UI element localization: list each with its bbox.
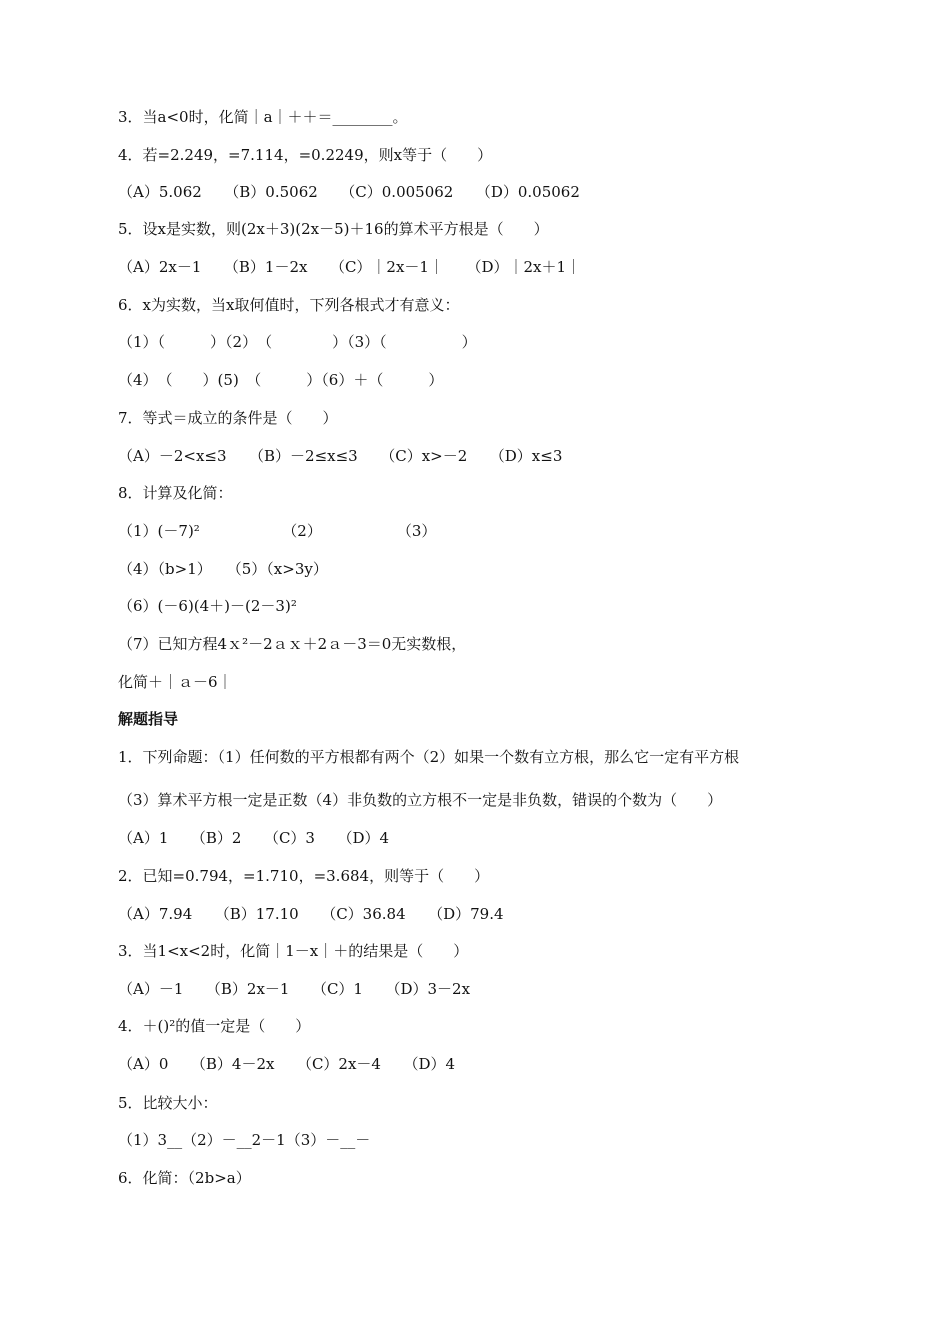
question-4-options: （A）5.062 （B）0.5062 （C）0.005062 （D）0.05062: [118, 183, 580, 201]
question-6-row-1: （1）（ ）（2） （ ）（3）（ ）: [118, 333, 477, 351]
guide-question-5-row: （1）3__（2）－__2－1（3）－__－: [118, 1131, 371, 1149]
question-8-row-3: （6）(－6)(4＋)－(2－3)²: [118, 597, 297, 615]
question-8-row-2: （4）（b>1） （5）（x>3y）: [118, 560, 328, 578]
guide-question-2-options: （A）7.94 （B）17.10 （C）36.84 （D）79.4: [118, 905, 504, 923]
guide-question-1-text: 1．下列命题：（1）任何数的平方根都有两个（2）如果一个数有立方根，那么它一定有平方根: [118, 748, 740, 766]
section-heading: 解题指导: [118, 710, 179, 728]
question-8-text: 8．计算及化简：: [118, 484, 233, 502]
question-3-text: 3．当a<0时，化简｜a｜＋＋＝________。: [118, 108, 408, 126]
guide-question-6-text: 6．化简：（2b>a）: [118, 1169, 251, 1187]
question-7-text: 7．等式＝成立的条件是（ ）: [118, 409, 338, 427]
guide-question-4-text: 4．＋()²的值一定是（ ）: [118, 1017, 311, 1035]
guide-question-3-options: （A）－1 （B）2x－1 （C）1 （D）3－2x: [118, 980, 471, 998]
question-6-row-2: （4） （ ）(5) （ ）（6）＋（ ）: [118, 371, 444, 389]
question-8-row-4: （7）已知方程4ｘ²－2ａｘ＋2ａ－3＝0无实数根，: [118, 635, 467, 653]
guide-question-4-options: （A）0 （B）4－2x （C）2x－4 （D）4: [118, 1055, 456, 1073]
guide-question-1-continued: （3）算术平方根一定是正数（4）非负数的立方根不一定是非负数，错误的个数为（ ）: [118, 791, 723, 809]
question-7-options: （A）－2<x≤3 （B）－2≤x≤3 （C）x>－2 （D）x≤3: [118, 447, 563, 465]
guide-question-3-text: 3．当1<x<2时，化简｜1－x｜＋的结果是（ ）: [118, 942, 469, 960]
question-8-row-5: 化简＋｜ａ－6｜: [118, 673, 233, 691]
question-8-row-1: （1）(－7)² （2） （3）: [118, 522, 437, 540]
question-5-options: （A）2x－1 （B）1－2x （C）｜2x－1｜ （D）｜2x＋1｜: [118, 258, 582, 276]
guide-question-2-text: 2．已知=0.794，=1.710，=3.684，则等于（ ）: [118, 867, 490, 885]
question-5-text: 5．设x是实数，则(2x＋3)(2x－5)＋16的算术平方根是（ ）: [118, 220, 549, 238]
question-6-text: 6．x为实数，当x取何值时，下列各根式才有意义：: [118, 296, 460, 314]
guide-question-1-options: （A）1 （B）2 （C）3 （D）4: [118, 829, 390, 847]
guide-question-5-text: 5．比较大小：: [118, 1094, 218, 1112]
question-4-text: 4．若=2.249，=7.114，=0.2249，则x等于（ ）: [118, 146, 493, 164]
